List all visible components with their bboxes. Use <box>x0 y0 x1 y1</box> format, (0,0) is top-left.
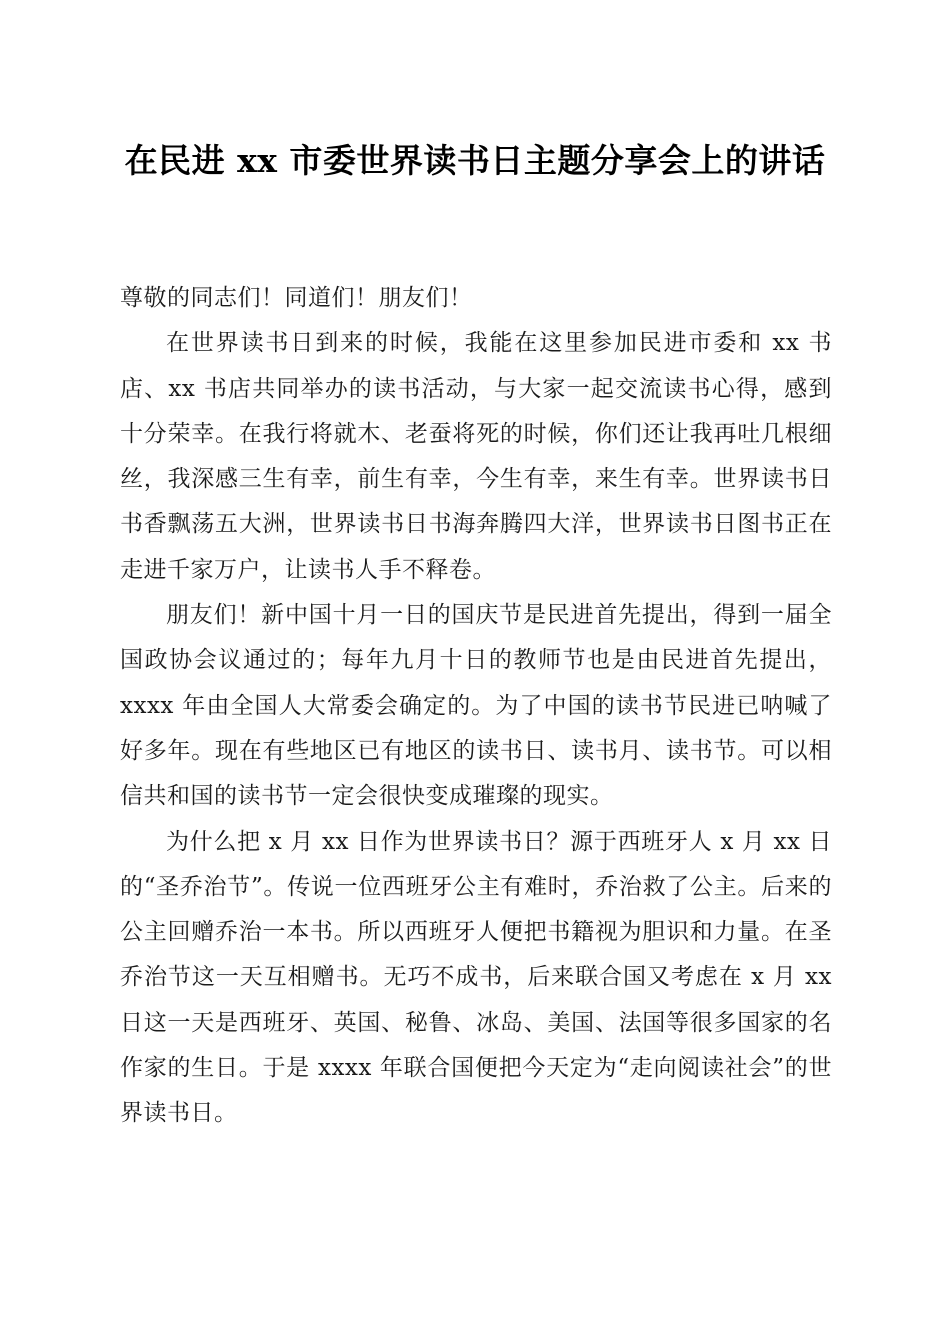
paragraph-3: 为什么把 x 月 xx 日作为世界读书日？源于西班牙人 x 月 xx 日的“圣乔治节”。传说一位西班牙公主有难时，乔治救了公主。后来的公主回赠乔治一本书。所以西班牙人便把书籍视为胆识和力量。在圣乔治节这一天互相赠书。无巧不成书，后来联合国又考虑在 x 月 xx 日这一天是西班牙、英国、秘鲁、冰岛、美国、法国等很多国家的名作家的生日。于是 xxxx 年联合国便把今天定为“走向阅读社会”的世界读书日。 <box>120 828 832 1127</box>
document-title: 在民进 xx 市委世界读书日主题分享会上的讲话 <box>124 141 826 180</box>
salutation: 尊敬的同志们！同道们！朋友们！ <box>120 285 473 311</box>
document-body <box>120 276 832 1137</box>
paragraph-1: 在世界读书日到来的时候，我能在这里参加民进市委和 xx 书店、xx 书店共同举办的读书活动，与大家一起交流读书心得，感到十分荣幸。在我行将就木、老蚕将死的时候，你们还让我再吐几根细丝，我深感三生有幸，前生有幸，今生有幸，来生有幸。世界读书日书香飘荡五大洲，世界读书日书海奔腾四大洋，世界读书日图书正在走进千家万户，让读书人手不释卷。 <box>120 330 832 583</box>
paragraph-2: 朋友们！新中国十月一日的国庆节是民进首先提出，得到一届全国政协会议通过的；每年九月十日的教师节也是由民进首先提出，xxxx 年由全国人大常委会确定的。为了中国的读书节民进已呐喊了好多年。现在有些地区已有地区的读书日、读书月、读书节。可以相信共和国的读书节一定会很快变成璀璨的现实。 <box>120 602 832 810</box>
